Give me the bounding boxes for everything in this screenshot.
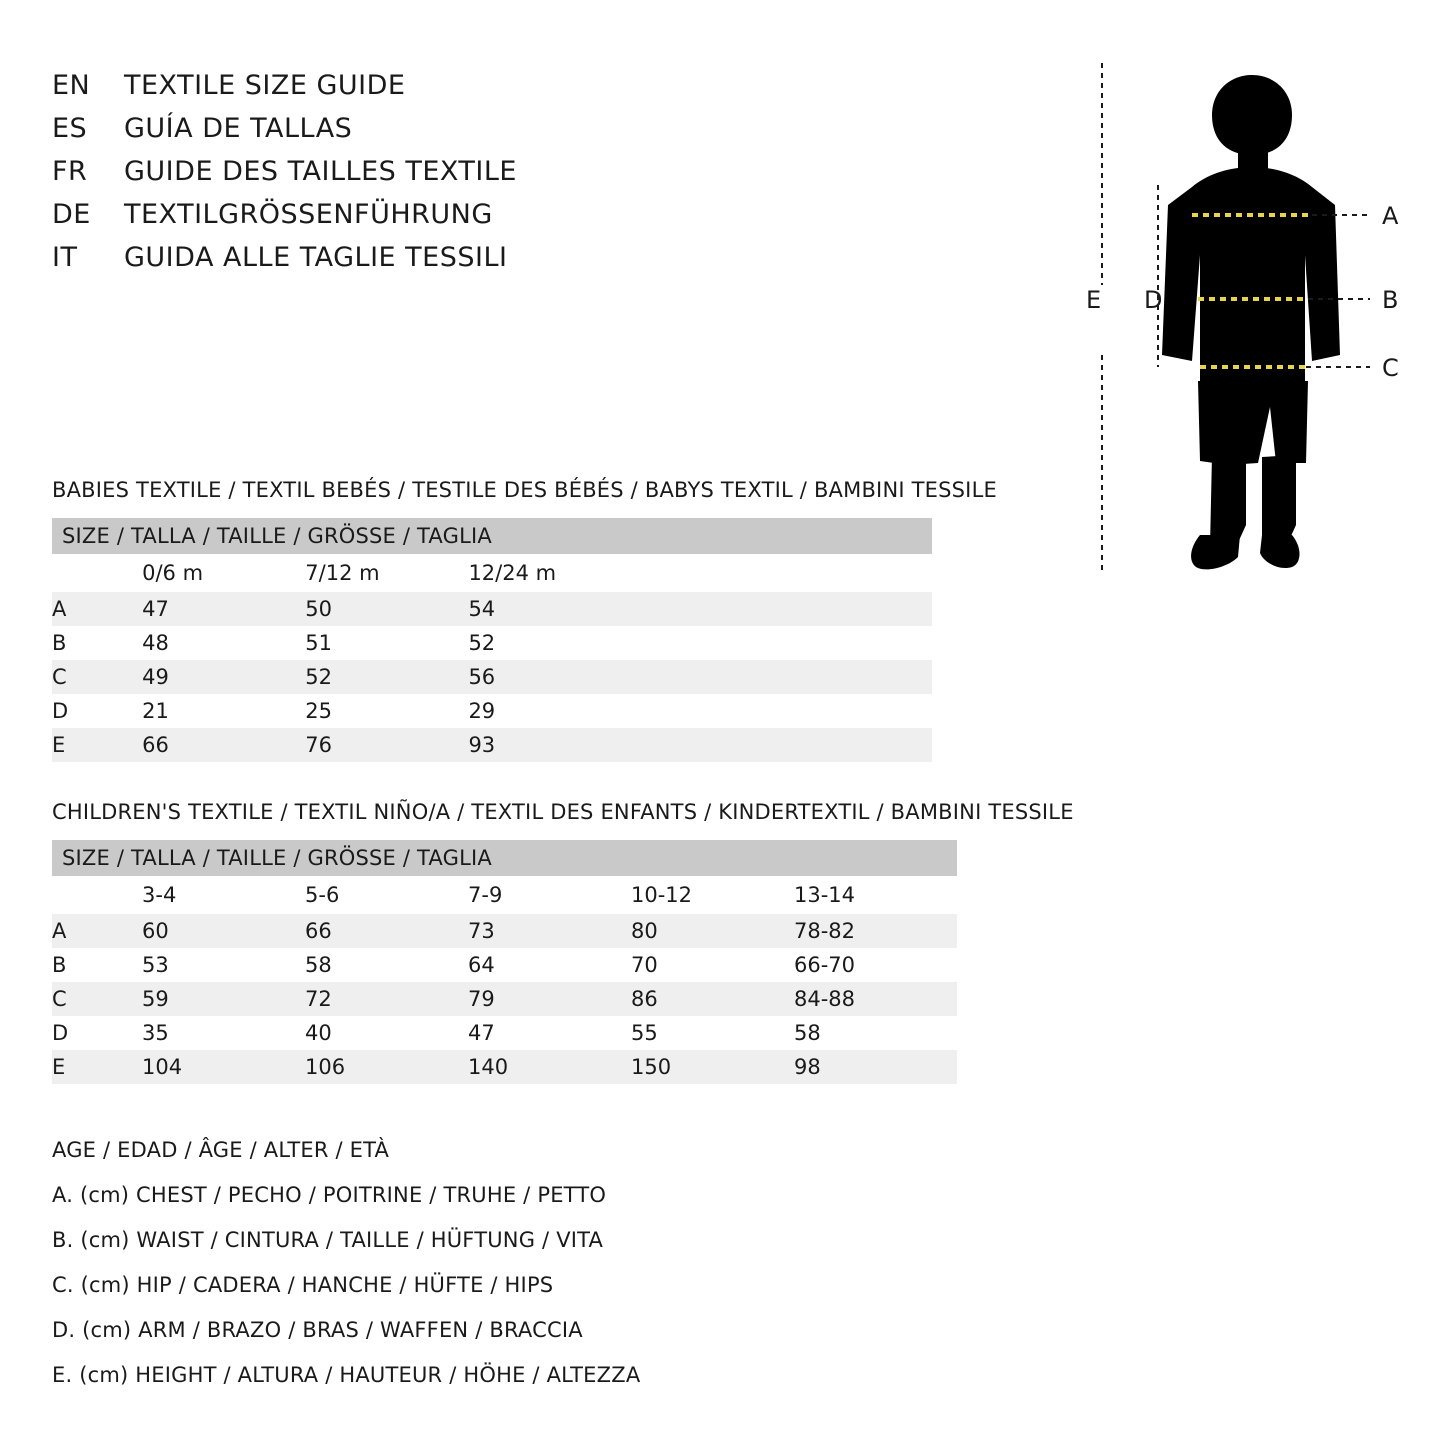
babies-b-spacer: [632, 626, 932, 660]
children-row-label-b: B: [52, 948, 142, 982]
children-a-0: 60: [142, 914, 305, 948]
table-row: [52, 1050, 957, 1084]
children-row-label-e: E: [52, 1050, 142, 1084]
babies-d-spacer: [632, 694, 932, 728]
title-row-de: [52, 199, 692, 230]
table-row: [52, 982, 957, 1016]
legend-height: E. (cm) HEIGHT / ALTURA / HAUTEUR / HÖHE / ALTEZZA: [52, 1363, 641, 1387]
children-b-1: 58: [305, 948, 468, 982]
children-heading: CHILDREN'S TEXTILE / TEXTIL NIÑO/A / TEXTIL DES ENFANTS / KINDERTEXTIL / BAMBINI TESSILE: [52, 800, 1074, 824]
figure-label-e: E: [1086, 286, 1102, 314]
babies-e-0: 66: [142, 728, 305, 762]
figure-label-d: D: [1144, 286, 1163, 314]
babies-col-2: 12/24 m: [468, 554, 631, 592]
figure-label-b: B: [1382, 286, 1399, 314]
children-c-4: 84-88: [794, 982, 957, 1016]
babies-a-spacer: [632, 592, 932, 626]
children-c-1: 72: [305, 982, 468, 1016]
legend-waist: B. (cm) WAIST / CINTURA / TAILLE / HÜFTUNG / VITA: [52, 1228, 604, 1252]
children-d-0: 35: [142, 1016, 305, 1050]
table-row: [52, 914, 957, 948]
babies-c-spacer: [632, 660, 932, 694]
table-row: [52, 1016, 957, 1050]
table-row: [52, 592, 932, 626]
babies-row-label-a: A: [52, 592, 142, 626]
babies-d-2: 29: [468, 694, 631, 728]
children-c-3: 86: [631, 982, 794, 1016]
measurement-legend: [52, 1138, 852, 1408]
children-size-table: [52, 840, 957, 1084]
children-a-2: 73: [468, 914, 631, 948]
babies-row-label-e: E: [52, 728, 142, 762]
title-text-es: GUÍA DE TALLAS: [124, 113, 353, 144]
children-row-label-a: A: [52, 914, 142, 948]
babies-d-0: 21: [142, 694, 305, 728]
children-e-3: 150: [631, 1050, 794, 1084]
title-text-en: TEXTILE SIZE GUIDE: [124, 70, 406, 101]
children-a-3: 80: [631, 914, 794, 948]
children-col-0: 3-4: [142, 876, 305, 914]
children-b-3: 70: [631, 948, 794, 982]
title-lang-en: EN: [52, 70, 91, 101]
title-lang-de: DE: [52, 199, 91, 230]
babies-size-header: SIZE / TALLA / TAILLE / GRÖSSE / TAGLIA: [52, 518, 932, 554]
children-col-2: 7-9: [468, 876, 631, 914]
title-lang-fr: FR: [52, 156, 88, 187]
babies-b-2: 52: [468, 626, 631, 660]
babies-row-label-d: D: [52, 694, 142, 728]
legend-age: AGE / EDAD / ÂGE / ALTER / ETÀ: [52, 1138, 390, 1162]
title-block: [52, 70, 692, 285]
babies-a-0: 47: [142, 592, 305, 626]
children-col-3: 10-12: [631, 876, 794, 914]
children-col-1: 5-6: [305, 876, 468, 914]
children-column-header-row: [52, 876, 957, 914]
children-b-0: 53: [142, 948, 305, 982]
babies-c-2: 56: [468, 660, 631, 694]
children-c-0: 59: [142, 982, 305, 1016]
babies-col-spacer: [632, 554, 932, 592]
figure-label-a: A: [1382, 202, 1399, 230]
babies-corner-cell: [52, 554, 142, 592]
children-b-2: 64: [468, 948, 631, 982]
children-row-label-d: D: [52, 1016, 142, 1050]
table-row: [52, 728, 932, 762]
babies-col-1: 7/12 m: [305, 554, 468, 592]
babies-c-0: 49: [142, 660, 305, 694]
title-row-it: [52, 242, 692, 273]
babies-c-1: 52: [305, 660, 468, 694]
babies-a-1: 50: [305, 592, 468, 626]
babies-b-0: 48: [142, 626, 305, 660]
babies-row-label-b: B: [52, 626, 142, 660]
babies-e-1: 76: [305, 728, 468, 762]
babies-b-1: 51: [305, 626, 468, 660]
babies-section: [52, 478, 997, 762]
children-d-3: 55: [631, 1016, 794, 1050]
children-d-1: 40: [305, 1016, 468, 1050]
table-row: [52, 948, 957, 982]
babies-e-2: 93: [468, 728, 631, 762]
children-a-4: 78-82: [794, 914, 957, 948]
title-lang-it: IT: [52, 242, 78, 273]
babies-row-label-c: C: [52, 660, 142, 694]
title-text-de: TEXTILGRÖSSENFÜHRUNG: [124, 199, 493, 230]
child-silhouette-icon: [1162, 75, 1340, 569]
legend-hip: C. (cm) HIP / CADERA / HANCHE / HÜFTE / HIPS: [52, 1273, 554, 1297]
figure-label-c: C: [1382, 354, 1399, 382]
babies-e-spacer: [632, 728, 932, 762]
table-row: [52, 626, 932, 660]
legend-chest: A. (cm) CHEST / PECHO / POITRINE / TRUHE / PETTO: [52, 1183, 607, 1207]
title-row-fr: [52, 156, 692, 187]
title-text-it: GUIDA ALLE TAGLIE TESSILI: [124, 242, 508, 273]
table-row: [52, 694, 932, 728]
babies-col-0: 0/6 m: [142, 554, 305, 592]
children-a-1: 66: [305, 914, 468, 948]
title-lang-es: ES: [52, 113, 88, 144]
body-measurement-figure: [1040, 55, 1430, 575]
children-e-0: 104: [142, 1050, 305, 1084]
children-col-4: 13-14: [794, 876, 957, 914]
title-row-en: [52, 70, 692, 101]
children-d-4: 58: [794, 1016, 957, 1050]
children-b-4: 66-70: [794, 948, 957, 982]
babies-heading: BABIES TEXTILE / TEXTIL BEBÉS / TESTILE DES BÉBÉS / BABYS TEXTIL / BAMBINI TESSILE: [52, 478, 997, 502]
legend-arm: D. (cm) ARM / BRAZO / BRAS / WAFFEN / BRACCIA: [52, 1318, 583, 1342]
babies-a-2: 54: [468, 592, 631, 626]
babies-column-header-row: [52, 554, 932, 592]
babies-size-header-row: [52, 518, 932, 554]
children-row-label-c: C: [52, 982, 142, 1016]
children-e-1: 106: [305, 1050, 468, 1084]
title-text-fr: GUIDE DES TAILLES TEXTILE: [124, 156, 517, 187]
children-c-2: 79: [468, 982, 631, 1016]
babies-d-1: 25: [305, 694, 468, 728]
babies-size-table: [52, 518, 932, 762]
children-size-header: SIZE / TALLA / TAILLE / GRÖSSE / TAGLIA: [52, 840, 957, 876]
children-corner-cell: [52, 876, 142, 914]
children-e-2: 140: [468, 1050, 631, 1084]
table-row: [52, 660, 932, 694]
title-row-es: [52, 113, 692, 144]
children-d-2: 47: [468, 1016, 631, 1050]
children-e-4: 98: [794, 1050, 957, 1084]
children-size-header-row: [52, 840, 957, 876]
children-section: [52, 800, 1074, 1084]
